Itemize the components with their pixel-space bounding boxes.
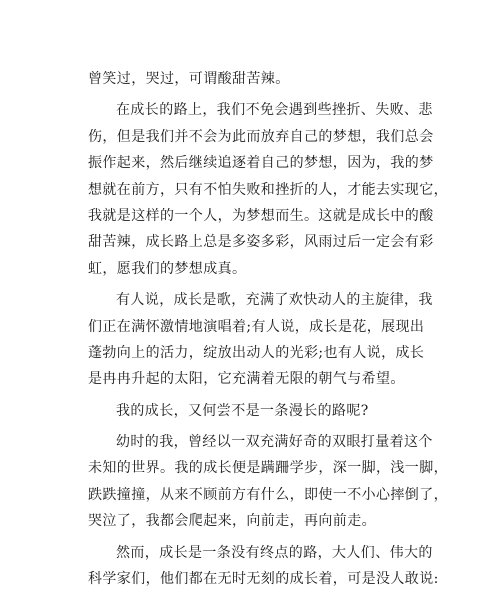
text-line: 在成长的路上，我们不免会遇到些挫折、失败、悲	[116, 102, 433, 119]
paragraph-growth-metaphors	[88, 287, 433, 393]
text-line: 伤，但是我们并不会为此而放弃自己的梦想，我们总会	[88, 128, 434, 145]
paragraph-endless-road	[88, 540, 439, 593]
text-line: 有人说，成长是歌，充满了欢快动人的主旋律，我	[116, 292, 433, 309]
paragraph-childhood	[88, 429, 448, 535]
text-line: 我就是这样的一个人，为梦想而生。这就是成长中的酸	[88, 207, 434, 224]
text-line: 蓬勃向上的活力，绽放出动人的光彩;也有人说，成长	[88, 344, 425, 361]
text-line: 我的成长，又何尝不是一条漫长的路呢?	[116, 402, 369, 419]
text-line: 哭泣了，我都会爬起来，向前走，再向前走。	[88, 513, 376, 530]
text-line: 跌跌撞撞，从来不顾前方有什么，即使一不小心摔倒了，	[88, 486, 448, 503]
paragraph-growth-road	[88, 97, 448, 282]
text-line: 想就在前方，只有不怕失败和挫折的人，才能去实现它，	[88, 181, 448, 198]
text-line: 然而，成长是一条没有终点的路，大人们、伟大的	[116, 544, 433, 561]
text-line: 科学家们，他们都在无时无刻的成长着，可是没人敢说:	[88, 571, 439, 588]
text-line: 虹，愿我们的梦想成真。	[88, 260, 247, 277]
paragraph-my-growth	[88, 398, 418, 424]
text-line: 振作起来，然后继续追逐着自己的梦想，因为，我的梦	[88, 155, 434, 172]
text-line: 甜苦辣，成长路上总是多姿多彩，风雨过后一定会有彩	[88, 234, 434, 251]
text-line: 未知的世界。我的成长便是蹒跚学步，深一脚，浅一脚，	[88, 460, 448, 477]
text-line: 幼时的我，曾经以一双充满好奇的双眼打量着这个	[116, 434, 433, 451]
article-body	[88, 66, 448, 597]
text-line: 曾笑过，哭过，可谓酸甜苦辣。	[88, 71, 290, 87]
text-line: 们正在满怀激情地演唱着;有人说，成长是花，展现出	[88, 318, 425, 335]
text-line: 是冉冉升起的太阳，它充满着无限的朝气与希望。	[88, 371, 405, 388]
paragraph-continuation	[88, 66, 418, 92]
